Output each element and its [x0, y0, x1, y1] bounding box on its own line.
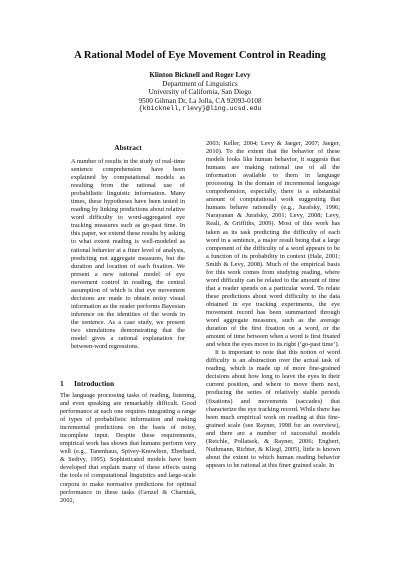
right-paragraph-1: 2003; Keller, 2004; Levy & Jaeger, 2007; Jaeger, 2010). To the extent that the behavior of these models looks like human behavior, it suggests that humans are making rational use of all the information available to them in language processing. In the domain of incremental language comprehension, especially, there is a substantial amount of computational work suggesting that humans behave rationally (e.g., Jurafsky, 1996; Narayanan & Jurafsky, 2001; Levy, 2008; Levy, Reali, & Griffiths, 2009). Most of this work has taken as its task predicting the difficulty of each word in a sentence, a major result being that a large component of the difficulty of a word appears to be a function of its probability in context (Hale, 2001; Smith & Levy, 2008). Much of the empirical basis for this work comes from studying reading, where word difficulty can be related to the amount of time that a reader spends on a particular word. To relate these predictions about word difficulty to the data obtained in eye tracking experiments, the eye movement record has been summarized through word aggregate measures, such as the average duration of the first fixation on a word, or the amount of time between when a word is first fixated and when the eyes move to its right (‘go-past time’). [206, 140, 340, 349]
introduction-text: The language processing tasks of reading, listening, and even speaking are remarkably difficult. Good performance at each one requires integrating a range of types of probabilistic information and making incremental predictions on the basis of noisy, incomplete input. Despite these requirements, empirical work has shown that humans perform very well (e.g., Tanenhaus, Spivey-Knowlton, Eberhard, & Sedivy, 1995). Sophisticated models have been developed that explain many of these effects using the tools of computational linguistics and large-scale corpora to make normative predictions for optimal performance in these tasks (Genzel & Charniak, 2002, [60, 392, 196, 504]
section-number: 1 [60, 379, 64, 388]
abstract-heading: Abstract [114, 143, 142, 152]
address: 9500 Gilman Dr, La Jolla, CA 92093-0108 [138, 96, 262, 105]
paper-title: A Rational Model of Eye Movement Control in Reading [74, 50, 326, 61]
right-paragraph-2: It is important to note that this notion of word difficulty is an abstraction over the actual task of reading, which is made up of more fine-grained decisions about how long to leave the eyes in their current position, and where to move them next, producing the series of relatively stable periods (fixations) and movements (saccades) that characterize the eye tracking record. While there has been much empirical work on reading at this fine-grained scale (see Rayner, 1998 for an overview), and there are a number of successful models (Reichle, Pollatsek, & Rayner, 2006; Engbert, Nuthmann, Richter, & Kliegl, 2005), little is known about the extent to which human reading behavior appears to be rational at this finer grained scale. In [206, 349, 340, 469]
author-block [0, 71, 400, 114]
right-column [206, 140, 340, 470]
section-heading-introduction [60, 379, 114, 388]
author-emails: {kbicknell,rlevy}@ling.ucsd.edu [138, 105, 262, 113]
university: University of California, San Diego [148, 88, 252, 97]
abstract-text: A number of results in the study of real-time sentence comprehension have been explained by computational models as resulting from the rational use of probabilistic linguistic information. Many times, these hypotheses have been tested in reading by linking predictions about relative word difficulty to word-aggregated eye tracking measures such as go-past time. In this paper, we extend these results by asking to what extent reading is well-modeled as rational behavior at a finer level of analysis, predicting not aggregate measures, but the duration and location of each fixation. We present a new rational model of eye movement control in reading, the central assumption of which is that eye movement decisions are made to obtain noisy visual information as the reader performs Bayesian inference on the identities of the words in the sentence. As a case study, we present two simulations demonstrating that the model gives a rational explanation for between-word regressions. [71, 158, 185, 351]
section-title: Introduction [74, 379, 115, 388]
department: Department of Linguistics [162, 79, 238, 88]
author-names: Klinton Bicknell and Roger Levy [149, 71, 251, 79]
